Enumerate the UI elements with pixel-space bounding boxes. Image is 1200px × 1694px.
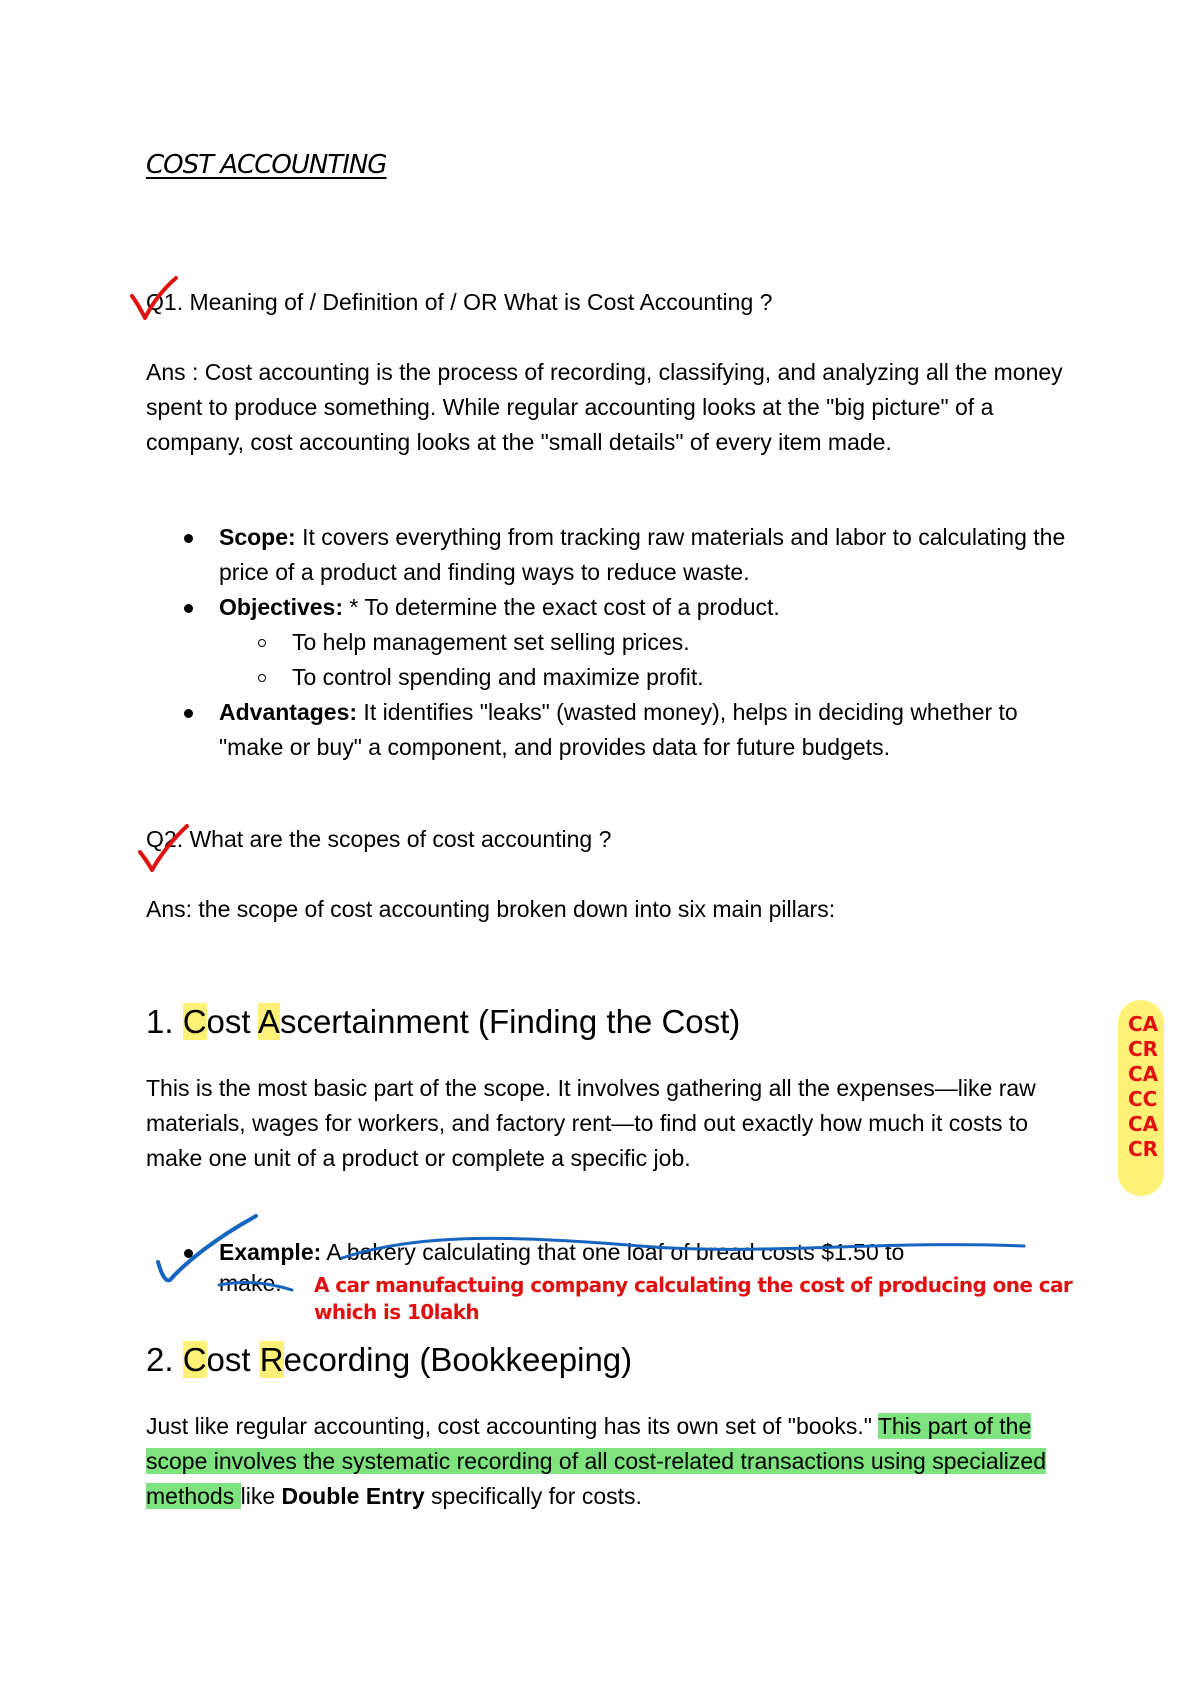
blue-strikethrough-line	[342, 1238, 1024, 1258]
question-2-label: Q2	[146, 826, 177, 852]
section-1-heading-rest: scertainment (Finding the Cost)	[279, 1003, 741, 1040]
bullet-advantages-label: Advantages:	[219, 699, 358, 725]
side-note-line-3: CA	[1128, 1062, 1159, 1086]
bullet-objectives-label: Objectives:	[219, 594, 343, 620]
side-note-line-6: CR	[1128, 1137, 1159, 1161]
answer-1: Ans : Cost accounting is the process of recording, classifying, and analyzing all the money spent to produce something. While regular accounting looks at the "big picture" of a company, cost accounting looks at the "small details" of every item made.	[146, 359, 1063, 455]
question-1-text: . Meaning of / Definition of / OR What is Cost Accounting ?	[176, 289, 773, 315]
section-1-initial-c: C	[182, 1003, 207, 1040]
bullet-scope-text: It covers everything from tracking raw materials and labor to calculating the price of a product and finding ways to reduce waste.	[219, 524, 1066, 585]
answer-2: Ans: the scope of cost accounting broken down into six main pillars:	[146, 896, 836, 922]
handwritten-example-line-1: A car manufactuing company calculating the cost of producing one car	[314, 1273, 1073, 1297]
section-1-example-struck-2: make.	[219, 1270, 282, 1296]
bullet-scope-label: Scope:	[219, 524, 296, 550]
blue-checkmark-icon	[158, 1216, 256, 1280]
red-checkmark-icon	[140, 826, 187, 870]
blue-strikethrough-line	[219, 1283, 292, 1290]
section-1-example-label: Example:	[219, 1239, 322, 1265]
side-note-line-2: CR	[1128, 1037, 1159, 1061]
page-title: COST ACCOUNTING	[146, 150, 387, 180]
section-2-number: 2.	[146, 1341, 183, 1378]
section-1-heading-part: ost	[206, 1003, 258, 1040]
section-2-heading-part: ost	[206, 1341, 260, 1378]
bullet-objectives-text: * To determine the exact cost of a product.	[343, 594, 780, 620]
handwritten-example-line-2: which is 10lakh	[314, 1300, 480, 1324]
section-2-body-middle: like	[240, 1483, 282, 1509]
section-2-body-bold: Double Entry	[281, 1483, 425, 1509]
side-note-line-4: CC	[1128, 1087, 1158, 1111]
section-2-initial-r: R	[259, 1341, 284, 1378]
section-2-body-end: specifically for costs.	[424, 1483, 642, 1509]
section-1-initial-a: A	[257, 1003, 280, 1040]
section-1-number: 1.	[146, 1003, 183, 1040]
red-checkmark-icon	[132, 278, 176, 318]
section-2-body-start: Just like regular accounting, cost accounting has its own set of "books."	[146, 1413, 878, 1439]
section-1-example-struck-1: A bakery calculating that one loaf of bread costs $1.50 to	[321, 1239, 905, 1265]
section-1-body: This is the most basic part of the scope. It involves gathering all the expenses—like raw materials, wages for workers, and factory rent—to find out exactly how much it costs to make one unit of a product or complete a specific job.	[146, 1075, 1036, 1171]
side-note-line-5: CA	[1128, 1112, 1159, 1136]
section-2-initial-c: C	[182, 1341, 207, 1378]
question-2-text: . What are the scopes of cost accounting ?	[176, 826, 612, 852]
sub-bullet-2-text: To control spending and maximize profit.	[292, 664, 704, 690]
section-2-body-highlight: This part of the scope involves the systematic recording of all cost-related transactions using specialized methods	[146, 1413, 1046, 1509]
side-note-line-1: CA	[1128, 1012, 1159, 1036]
section-2-heading-rest: ecording (Bookkeeping)	[283, 1341, 633, 1378]
bullet-advantages-text: It identifies "leaks" (wasted money), helps in deciding whether to "make or buy" a component, and provides data for future budgets.	[219, 699, 1018, 760]
question-1-label: Q1	[146, 289, 177, 315]
sub-bullet-1-text: To help management set selling prices.	[292, 629, 690, 655]
